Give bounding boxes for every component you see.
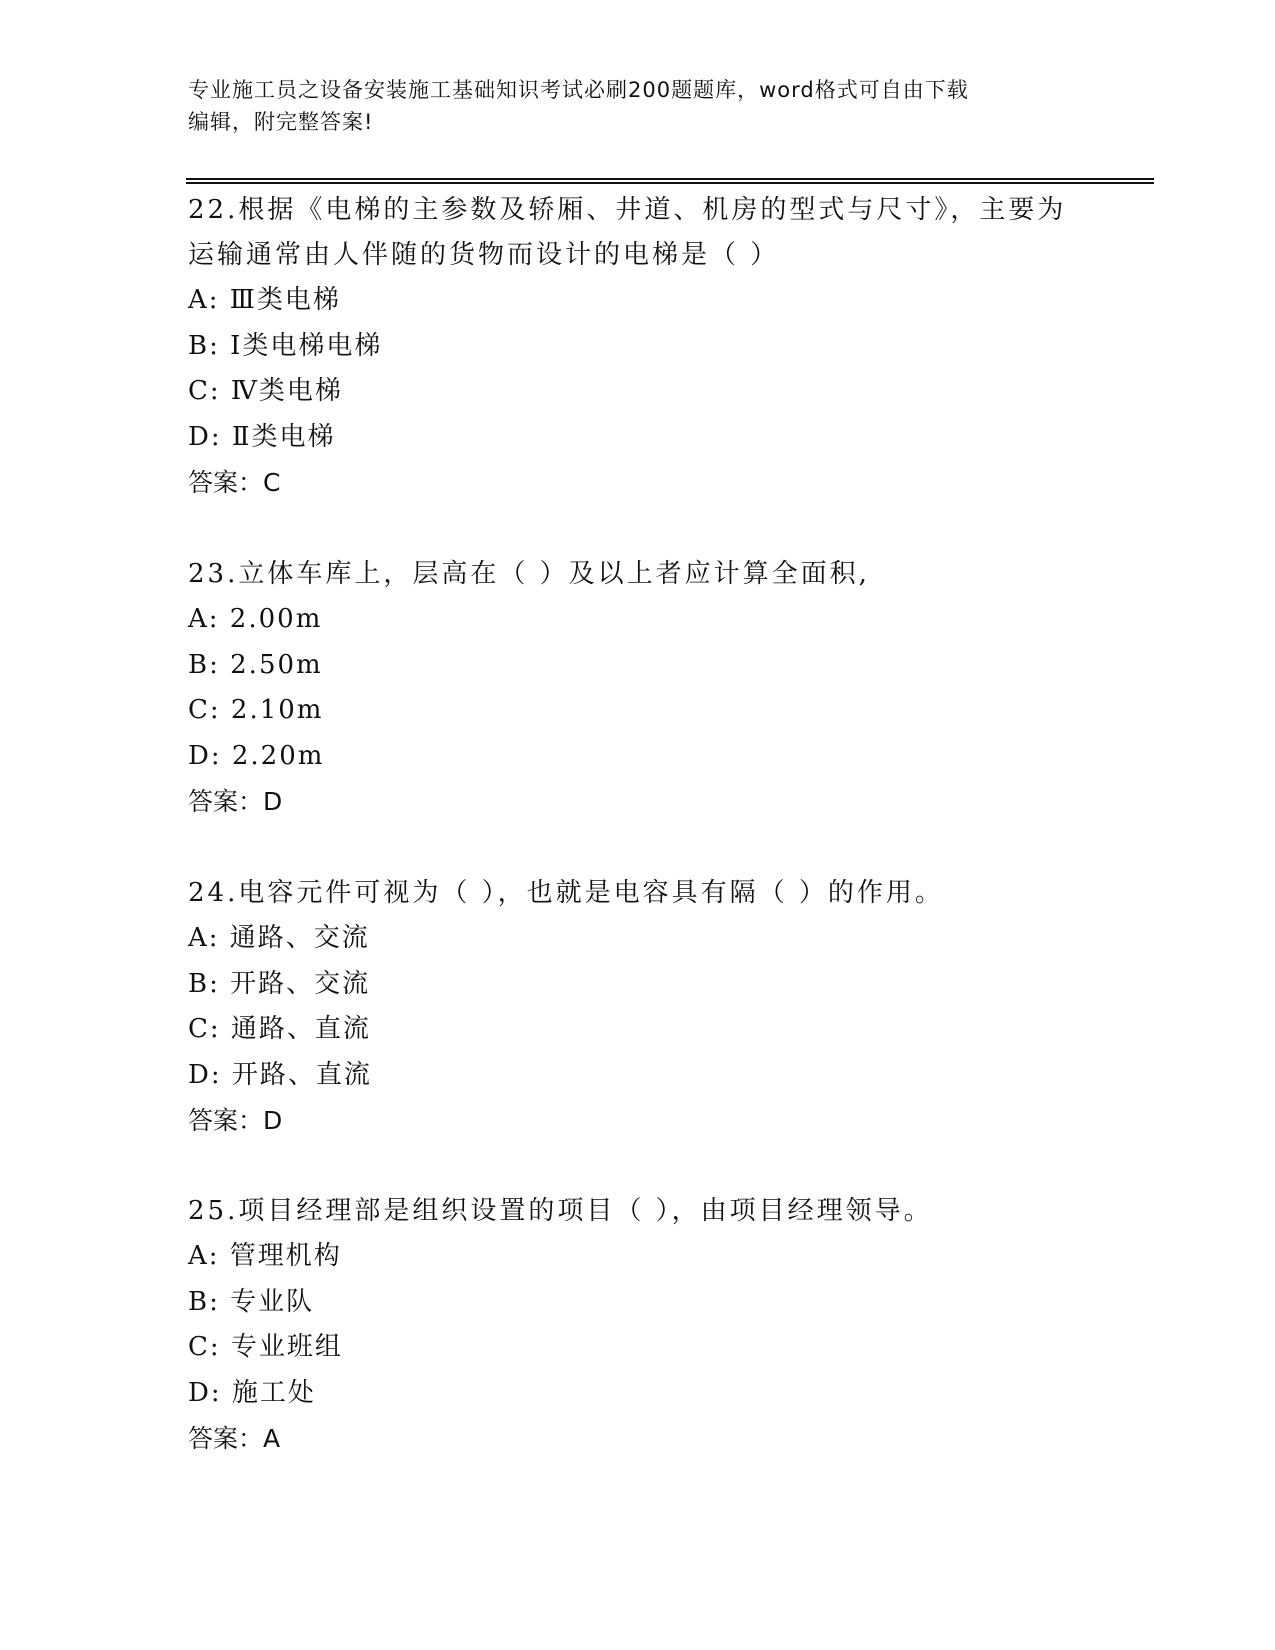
option-d: D: 2.20m <box>188 740 325 771</box>
option-a: A: 通路、交流 <box>188 923 370 953</box>
question-25 <box>188 1189 1088 1461</box>
option-b: B: Ⅰ类电梯电梯 <box>188 330 383 361</box>
answer-line: 答案：A <box>188 1424 281 1453</box>
option-c: C: 通路、直流 <box>188 1014 371 1044</box>
header-line-1: 专业施工员之设备安装施工基础知识考试必刷200题题库，word格式可自由下载 <box>188 78 969 102</box>
option-d: D: 开路、直流 <box>188 1059 372 1090</box>
question-22 <box>188 188 1088 505</box>
option-a: A: 管理机构 <box>188 1241 342 1271</box>
question-stem: 23.立体车库上，层高在（ ）及以上者应计算全面积, <box>188 559 870 589</box>
option-c: C: Ⅳ类电梯 <box>188 376 343 406</box>
option-a: A: Ⅲ类电梯 <box>188 285 341 315</box>
option-c: C: 2.10m <box>188 695 324 725</box>
answer-line: 答案：D <box>188 787 283 816</box>
question-stem: 24.电容元件可视为（ ），也就是电容具有隔（ ）的作用。 <box>188 878 944 908</box>
document-header <box>188 74 1068 138</box>
option-c: C: 专业班组 <box>188 1332 343 1362</box>
question-stem-continued: 运输通常由人伴随的货物而设计的电梯是（ ） <box>188 240 780 270</box>
answer-line: 答案：C <box>188 468 281 497</box>
option-b: B: 2.50m <box>188 649 323 680</box>
option-b: B: 开路、交流 <box>188 968 371 999</box>
header-line-2: 编辑，附完整答案! <box>188 110 374 134</box>
option-a: A: 2.00m <box>188 604 323 634</box>
question-23 <box>188 552 1088 824</box>
question-stem: 22.根据《电梯的主参数及轿厢、井道、机房的型式与尺寸》，主要为 <box>188 195 1067 225</box>
header-divider-bottom <box>186 182 1154 184</box>
header-divider-top <box>186 178 1154 180</box>
answer-line: 答案：D <box>188 1106 283 1135</box>
option-d: D: 施工处 <box>188 1377 316 1408</box>
option-d: D: Ⅱ类电梯 <box>188 421 336 452</box>
question-24 <box>188 871 1088 1143</box>
question-stem: 25.项目经理部是组织设置的项目（ ），由项目经理领导。 <box>188 1196 933 1226</box>
option-b: B: 专业队 <box>188 1286 315 1317</box>
